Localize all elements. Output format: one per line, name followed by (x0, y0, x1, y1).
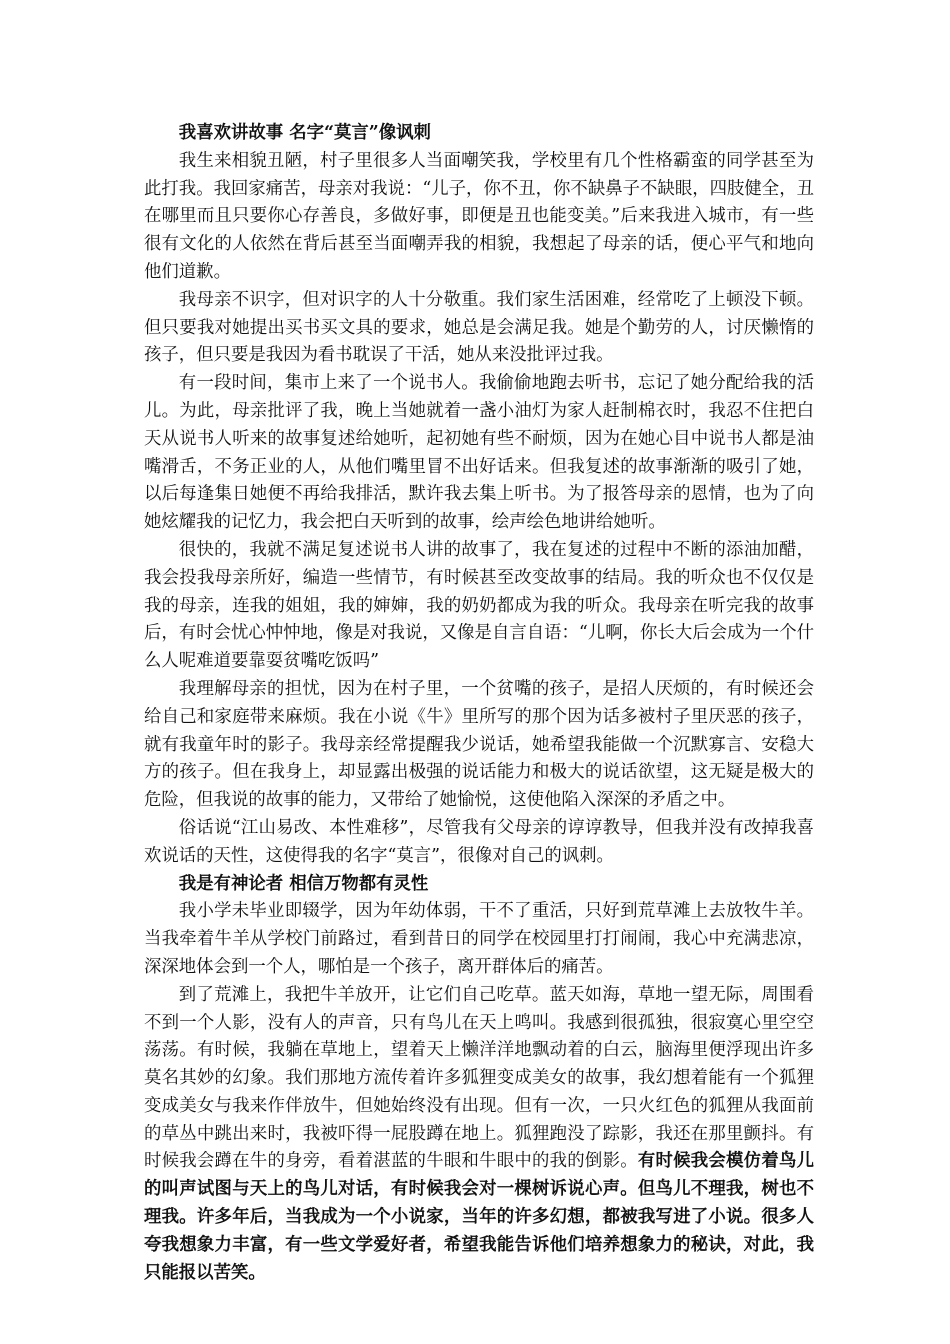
paragraph: 俗话说“江山易改、本性难移”，尽管我有父母亲的谆谆教导，但我并没有改掉我喜欢说话的天性，这使得我的名字“莫言”，很像对自己的讽刺。 (144, 817, 814, 866)
paragraph: 我母亲不识字，但对识字的人十分敬重。我们家生活困难，经常吃了上顿没下顿。但只要我对她提出买书买文具的要求，她总是会满足我。她是个勤劳的人，讨厌懒惰的孩子，但只要是我因为看书耽误了干活，她从来没批评过我。 (144, 289, 814, 366)
article (144, 120, 814, 1287)
paragraph: 我小学未毕业即辍学，因为年幼体弱，干不了重活，只好到荒草滩上去放牧牛羊。当我牵着牛羊从学校门前路过，看到昔日的同学在校园里打打闹闹，我心中充满悲凉，深深地体会到一个人，哪怕是一个孩子，离开群体后的痛苦。 (144, 901, 814, 977)
paragraph-bold-text: 有时候我会模仿着鸟儿的叫声试图与天上的鸟儿对话，有时候我会对一棵树诉说心声。但鸟儿不理我，树也不理我。许多年后，当我成为一个小说家，当年的许多幻想，都被我写进了小说。很多人夸我想象力丰富，有一些文学爱好者，希望我能告诉他们培养想象力的秘诀，对此，我只能报以苦笑。 (144, 1151, 814, 1283)
paragraph: 我理解母亲的担忧，因为在村子里，一个贫嘴的孩子，是招人厌烦的，有时候还会给自己和家庭带来麻烦。我在小说《牛》里所写的那个因为话多被村子里厌恶的孩子，就有我童年时的影子。我母亲经常提醒我少说话，她希望我能做一个沉默寡言、安稳大方的孩子。但在我身上，却显露出极强的说话能力和极大的说话欲望，这无疑是极大的危险，但我说的故事的能力，又带给了她愉悦，这使他陷入深深的矛盾之中。 (144, 678, 814, 811)
paragraph: 我生来相貌丑陋，村子里很多人当面嘲笑我，学校里有几个性格霸蛮的同学甚至为此打我。我回家痛苦，母亲对我说：“儿子，你不丑，你不缺鼻子不缺眼，四肢健全，丑在哪里而且只要你心存善良，多做好事，即便是丑也能变美。”后来我进入城市，有一些很有文化的人依然在背后甚至当面嘲弄我的相貌，我想起了母亲的话，便心平气和地向他们道歉。 (144, 150, 814, 282)
paragraph-mixed (144, 982, 814, 1288)
paragraph: 有一段时间，集市上来了一个说书人。我偷偷地跑去听书，忘记了她分配给我的活儿。为此，母亲批评了我，晚上当她就着一盏小油灯为家人赶制棉衣时，我忍不住把白天从说书人听来的故事复述给她听，起初她有些不耐烦，因为在她心目中说书人都是油嘴滑舌，不务正业的人，从他们嘴里冒不出好话来。但我复述的故事渐渐的吸引了她，以后每逢集日她便不再给我排活，默许我去集上听书。为了报答母亲的恩情，也为了向她炫耀我的记忆力，我会把白天听到的故事，绘声绘色地讲给她听。 (144, 373, 814, 533)
section-heading-theist: 我是有神论者 相信万物都有灵性 (178, 873, 429, 894)
paragraph: 很快的，我就不满足复述说书人讲的故事了，我在复述的过程中不断的添油加醋，我会投我母亲所好，编造一些情节，有时候甚至改变故事的结局。我的听众也不仅仅是我的母亲，连我的姐姐，我的婶婶，我的奶奶都成为我的听众。我母亲在听完我的故事后，有时会忧心忡忡地，像是对我说，又像是自言自语：“儿啊，你长大后会成为一个什么人呢难道要靠耍贫嘴吃饭吗” (144, 539, 814, 672)
paragraph-text: 到了荒滩上，我把牛羊放开，让它们自己吃草。蓝天如海，草地一望无际，周围看不到一个人影，没有人的声音，只有鸟儿在天上鸣叫。我感到很孤独，很寂寞心里空空荡荡。有时候，我躺在草地上，望着天上懒洋洋地飘动着的白云，脑海里便浮现出许多莫名其妙的幻象。我们那地方流传着许多狐狸变成美女的故事，我幻想着能有一个狐狸变成美女与我来作伴放牛，但她始终没有出现。但有一次，一只火红色的狐狸从我面前的草丛中跳出来时，我被吓得一屁股蹲在地上。狐狸跑没了踪影，我还在那里颤抖。有时候我会蹲在牛的身旁，看着湛蓝的牛眼和牛眼中的我的倒影。 (144, 984, 814, 1172)
section-heading-storytelling: 我喜欢讲故事 名字“莫言”像讽刺 (178, 123, 431, 143)
